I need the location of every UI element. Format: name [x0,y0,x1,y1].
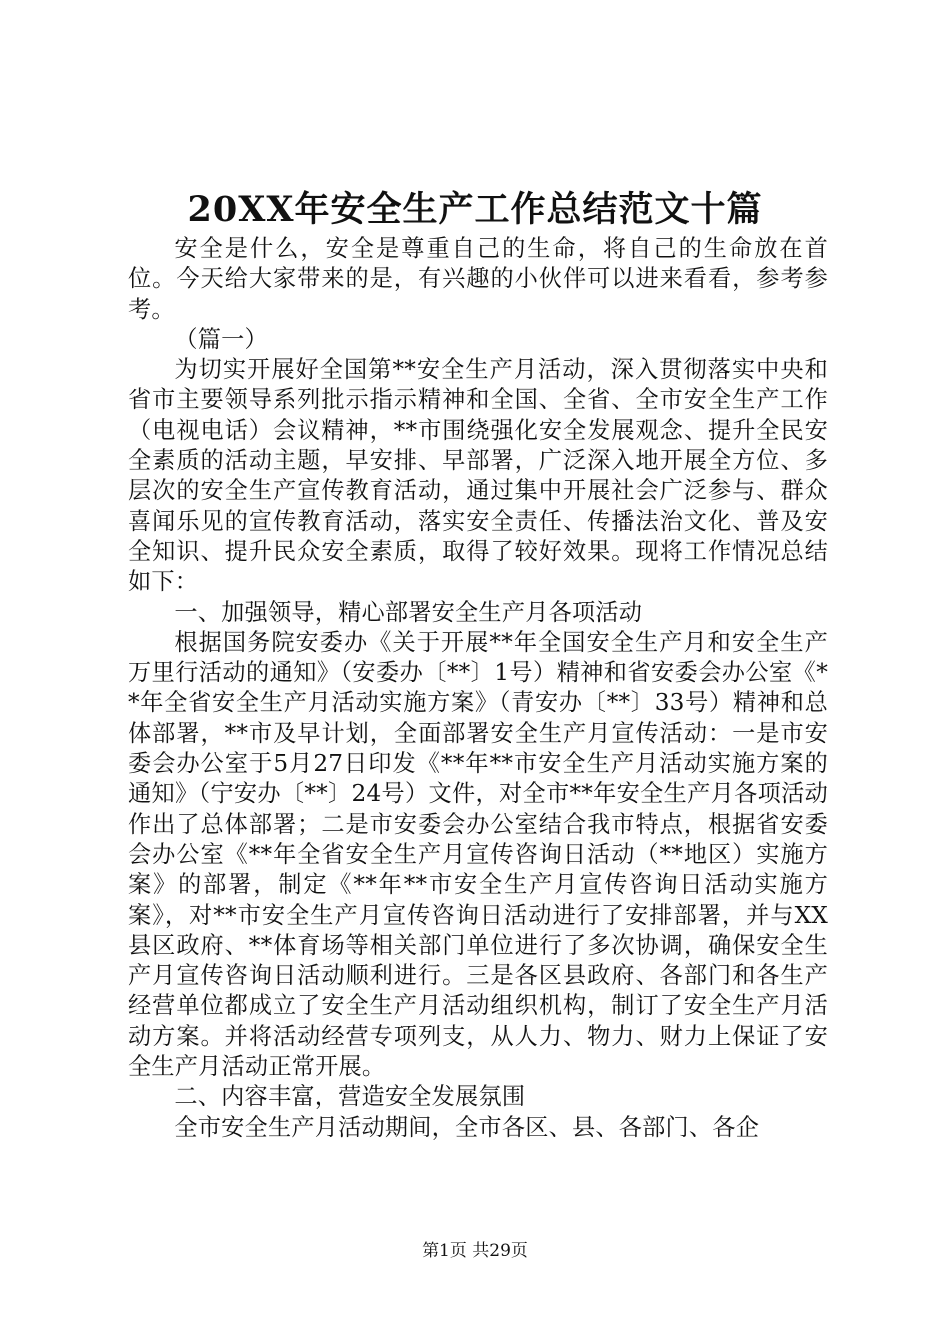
document-title: 20XX年安全生产工作总结范文十篇 [187,189,763,230]
page-number-footer: 第1页 共29页 [422,1241,528,1261]
body-paragraph: 为切实开展好全国第**安全生产月活动，深入贯彻落实中央和省市主要领导系列批示指示精神和全国、全省、全市安全生产工作（电视电话）会议精神，**市围绕强化安全发展观念、提升全民安全素质的活动主题，早安排、早部署，广泛深入地开展全方位、多层次的安全生产宣传教育活动，通过集中开展社会广泛参与、群众喜闻乐见的宣传教育活动，落实安全责任、传播法治文化、普及安全知识、提升民众安全素质，取得了较好效果。现将工作情况总结如下： [128,356,828,596]
body-paragraph: 根据国务院安委办《关于开展**年全国安全生产月和安全生产万里行活动的通知》（安委办〔**〕1号）精神和省安委会办公室《**年全省安全生产月活动实施方案》（青安办〔**〕33号）精神和总体部署，**市及早计划，全面部署安全生产月宣传活动：一是市安委会办公室于5月27日印发《**年**市安全生产月活动实施方案的通知》（宁安办〔**〕24号）文件，对全市**年安全生产月各项活动作出了总体部署；二是市安委会办公室结合我市特点，根据省安委会办公室《**年全省安全生产月宣传咨询日活动（**地区）实施方案》的部署，制定《**年**市安全生产月宣传咨询日活动实施方案》，对**市安全生产月宣传咨询日活动进行了安排部署，并与XX县区政府、**体育场等相关部门单位进行了多次协调，确保安全生产月宣传咨询日活动顺利进行。三是各区县政府、各部门和各生产经营单位都成立了安全生产月活动组织机构，制订了安全生产月活动方案。并将活动经营专项列支，从人力、物力、财力上保证了安全生产月活动正常开展。 [128,628,828,1081]
body-paragraph: 全市安全生产月活动期间，全市各区、县、各部门、各企 [174,1113,760,1141]
document-body [128,234,828,1143]
section-heading: 一、加强领导，精心部署安全生产月各项活动 [174,598,643,626]
section-label: （篇一） [174,325,268,353]
section-heading: 二、内容丰富，营造安全发展氛围 [174,1083,526,1111]
intro-paragraph: 安全是什么，安全是尊重自己的生命，将自己的生命放在首位。今天给大家带来的是，有兴趣的小伙伴可以进来看看，参考参考。 [128,235,828,323]
